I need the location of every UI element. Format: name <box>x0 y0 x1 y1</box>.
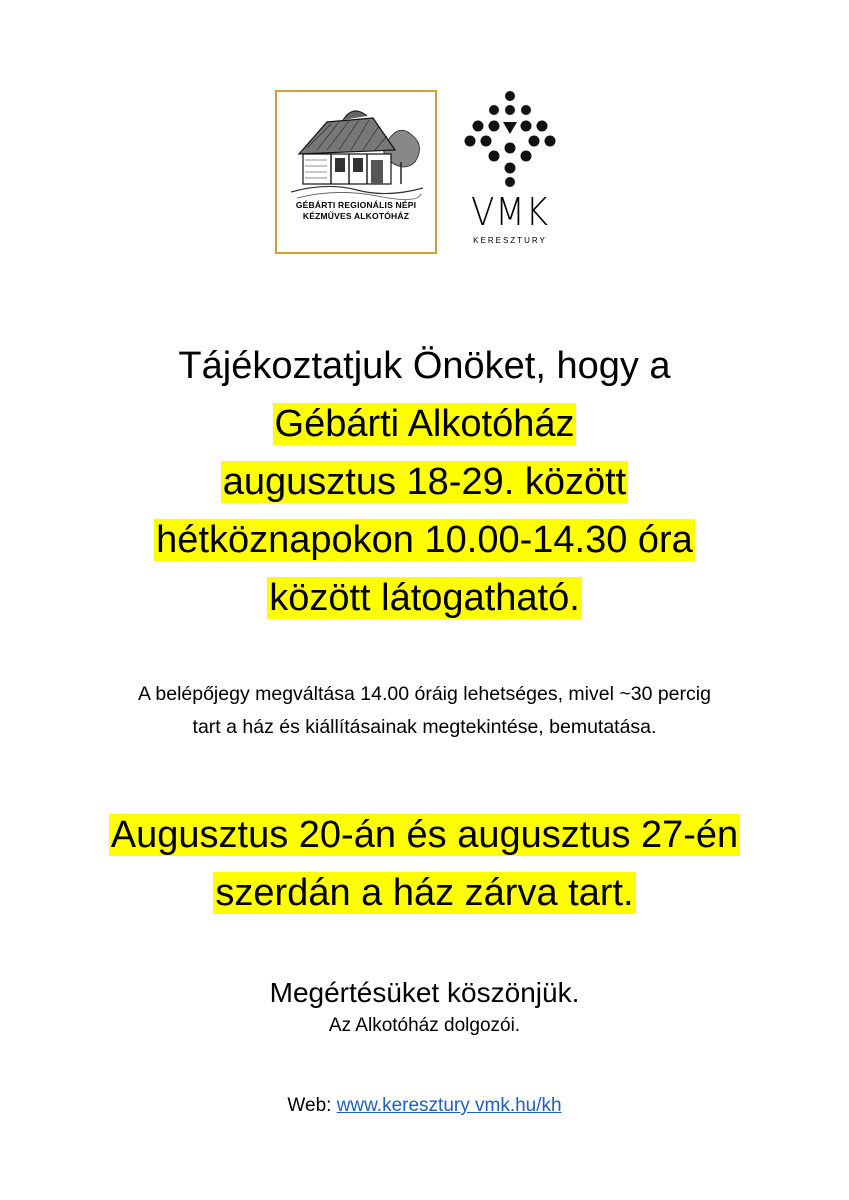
ticket-note-line-2: tart a ház és kiállításainak megtekintése, bemutatása. <box>192 716 657 738</box>
logo-caption-line-2: KÉZMŰVES ALKOTÓHÁZ <box>302 211 410 221</box>
closure-line-1: Augusztus 20-án és augusztus 27-én <box>110 814 739 856</box>
headline-line-1: Tájékoztatjuk Önöket, hogy a <box>178 345 671 387</box>
web-label: Web: <box>287 1095 337 1116</box>
thanks <box>0 975 849 1041</box>
web-line <box>0 1091 849 1121</box>
alkotohaz-logo <box>275 90 437 254</box>
vmk-letters: VMK <box>470 190 550 234</box>
vmk-logo <box>455 88 565 253</box>
headline-line-4: hétköznapokon 10.00-14.30 óra <box>156 519 693 561</box>
closure-notice <box>0 806 849 922</box>
headline <box>0 337 849 627</box>
logo-caption-line-1: GÉBÁRTI REGIONÁLIS NÉPI <box>295 200 417 210</box>
headline-line-5: között látogatható. <box>269 577 580 619</box>
grape-dots-icon <box>455 88 565 188</box>
closure-line-2: szerdán a ház zárva tart. <box>215 872 634 914</box>
house-illustration-icon <box>287 102 427 202</box>
vmk-subtitle: KERESZTURY <box>473 236 547 245</box>
thanks-line-1: Megértésüket köszönjük. <box>269 977 580 1008</box>
headline-line-2: Gébárti Alkotóház <box>274 403 575 445</box>
headline-line-3: augusztus 18-29. között <box>222 461 627 503</box>
ticket-note-line-1: A belépőjegy megváltása 14.00 óráig lehetséges, mivel ~30 percig <box>138 683 711 705</box>
alkotohaz-logo-caption <box>277 200 435 222</box>
thanks-signature: Az Alkotóház dolgozói. <box>328 1015 521 1036</box>
website-link[interactable]: www.keresztury vmk.hu/kh <box>336 1095 562 1116</box>
ticket-note <box>0 678 849 744</box>
